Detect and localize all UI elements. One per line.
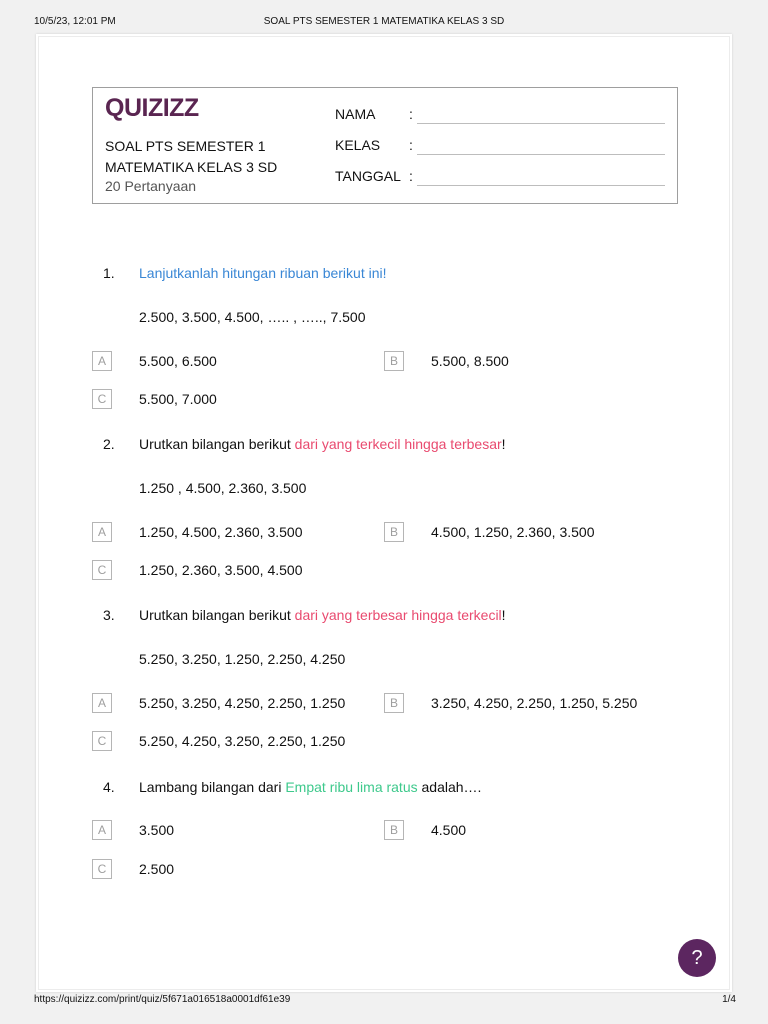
question-number: 4. xyxy=(103,779,115,795)
question-highlight: dari yang terkecil hingga terbesar xyxy=(294,436,502,452)
field-label: KELAS xyxy=(335,137,381,153)
field-nama xyxy=(335,106,665,128)
field-colon: : xyxy=(409,168,413,184)
field-label: NAMA xyxy=(335,106,376,122)
question-sequence: 1.250 , 4.500, 2.360, 3.500 xyxy=(139,480,307,496)
option-letter-box: B xyxy=(384,693,404,713)
print-title: SOAL PTS SEMESTER 1 MATEMATIKA KELAS 3 SD xyxy=(263,16,505,27)
option-letter-box: C xyxy=(92,731,112,751)
question-number: 3. xyxy=(103,607,115,623)
option-letter-box: B xyxy=(384,522,404,542)
print-datetime: 10/5/23, 12:01 PM xyxy=(34,16,116,27)
option-letter-box: A xyxy=(92,351,112,371)
print-page-number: 1/4 xyxy=(722,994,736,1005)
option-text: 4.500, 1.250, 2.360, 3.500 xyxy=(431,524,595,540)
quiz-title: SOAL PTS SEMESTER 1 MATEMATIKA KELAS 3 SD xyxy=(105,138,278,175)
option-letter-box: B xyxy=(384,820,404,840)
field-tanggal xyxy=(335,168,665,190)
question-text xyxy=(139,265,387,281)
option-text: 1.250, 4.500, 2.360, 3.500 xyxy=(139,524,303,540)
option-text: 1.250, 2.360, 3.500, 4.500 xyxy=(139,562,303,578)
quiz-info-box xyxy=(92,87,678,204)
option-text: 5.250, 3.250, 4.250, 2.250, 1.250 xyxy=(139,695,346,711)
field-kelas xyxy=(335,137,665,159)
option-text: 2.500 xyxy=(139,861,175,877)
option-text: 3.250, 4.250, 2.250, 1.250, 5.250 xyxy=(431,695,638,711)
question-number: 2. xyxy=(103,436,115,452)
print-url: https://quizizz.com/print/quiz/5f671a016518a0001df61e39 xyxy=(34,994,291,1005)
question-number: 1. xyxy=(103,265,115,281)
print-footer xyxy=(0,994,768,1008)
option-letter-box: A xyxy=(92,693,112,713)
question-text: Lambang bilangan dari Empat ribu lima ratus adalah…. xyxy=(139,779,482,795)
option-text: 4.500 xyxy=(431,822,467,838)
option-text: 5.500, 8.500 xyxy=(431,353,509,369)
field-colon: : xyxy=(409,106,413,122)
option-text: 5.500, 7.000 xyxy=(139,391,217,407)
help-button[interactable]: ? xyxy=(678,939,716,977)
question-sequence: 2.500, 3.500, 4.500, ….. , ….., 7.500 xyxy=(139,309,366,325)
field-line xyxy=(417,154,665,155)
question-highlight: Empat ribu lima ratus xyxy=(285,779,418,795)
option-letter-box: B xyxy=(384,351,404,371)
option-text: 5.500, 6.500 xyxy=(139,353,217,369)
question-highlight: dari yang terbesar hingga terkecil xyxy=(294,607,502,623)
quizizz-logo: QUIZIZZ xyxy=(105,94,199,122)
worksheet-page xyxy=(36,34,732,992)
question-count: 20 Pertanyaan xyxy=(105,178,197,194)
option-text: 3.500 xyxy=(139,822,175,838)
option-letter-box: C xyxy=(92,859,112,879)
option-letter-box: C xyxy=(92,560,112,580)
question-highlight: Lanjutkanlah hitungan ribuan berikut ini! xyxy=(139,265,387,281)
field-colon: : xyxy=(409,137,413,153)
field-line xyxy=(417,185,665,186)
option-text: 5.250, 4.250, 3.250, 2.250, 1.250 xyxy=(139,733,346,749)
option-letter-box: A xyxy=(92,522,112,542)
option-letter-box: C xyxy=(92,389,112,409)
question-text: Urutkan bilangan berikut dari yang terbesar hingga terkecil! xyxy=(139,607,506,623)
question-sequence: 5.250, 3.250, 1.250, 2.250, 4.250 xyxy=(139,651,346,667)
field-label: TANGGAL xyxy=(335,168,401,184)
question-text: Urutkan bilangan berikut dari yang terkecil hingga terbesar! xyxy=(139,436,506,452)
option-letter-box: A xyxy=(92,820,112,840)
print-header xyxy=(0,16,768,30)
field-line xyxy=(417,123,665,124)
